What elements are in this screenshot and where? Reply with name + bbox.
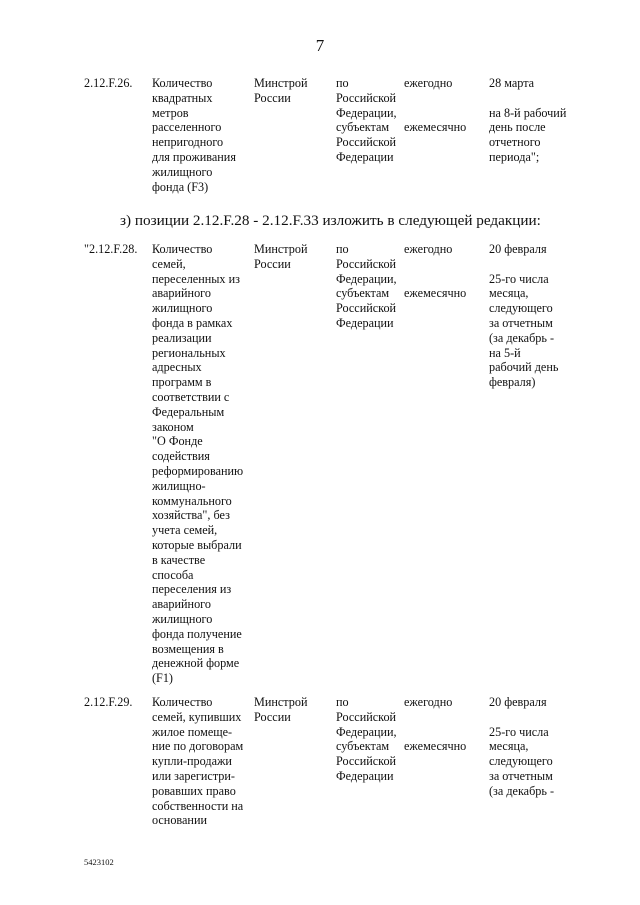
position-code: 2.12.F.29.: [84, 695, 133, 709]
indicator-name: Количество квадратных метров расселенного непригодного для проживания жилищного фонда (F3): [152, 76, 236, 194]
submission-deadline: 28 марта на 8-й рабочий день после отчетного периода";: [489, 76, 567, 164]
responsible-agency: Минстрой России: [254, 76, 308, 105]
position-code: "2.12.F.28.: [84, 242, 138, 256]
indicator-name: Количество семей, купивших жилое помеще- ние по договорам купли-продажи или зарегистри- ровавших право собственности на основании: [152, 695, 244, 828]
document-code: 5423102: [84, 857, 114, 867]
indicator-name: Количество семей, переселенных из аварийного жилищного фонда в рамках реализации региональных адресных программ в соответствии с Федеральным законом "О Фонде содействия реформированию жилищно- коммунального хозяйства", без учета семей, которые выбрали в качестве способа переселения из аварийного жилищного фонда получение возмещения в денежной форме (F1): [152, 242, 244, 686]
aggregation-level: по Российской Федерации, субъектам Российской Федерации: [336, 242, 397, 330]
responsible-agency: Минстрой России: [254, 242, 308, 271]
periodicity: ежегодно ежемесячно: [404, 76, 467, 135]
responsible-agency: Минстрой России: [254, 695, 308, 724]
aggregation-level: по Российской Федерации, субъектам Российской Федерации: [336, 695, 397, 783]
submission-deadline: 20 февраля 25-го числа месяца, следующего за отчетным (за декабрь -: [489, 695, 555, 798]
periodicity: ежегодно ежемесячно: [404, 242, 467, 301]
page-number: 7: [315, 36, 325, 55]
amendment-instruction: з) позиции 2.12.F.28 - 2.12.F.33 изложить в следующей редакции:: [120, 212, 541, 229]
periodicity: ежегодно ежемесячно: [404, 695, 467, 754]
submission-deadline: 20 февраля 25-го числа месяца, следующего за отчетным (за декабрь - на 5-й рабочий день февраля): [489, 242, 559, 390]
position-code: 2.12.F.26.: [84, 76, 133, 90]
aggregation-level: по Российской Федерации, субъектам Российской Федерации: [336, 76, 397, 164]
